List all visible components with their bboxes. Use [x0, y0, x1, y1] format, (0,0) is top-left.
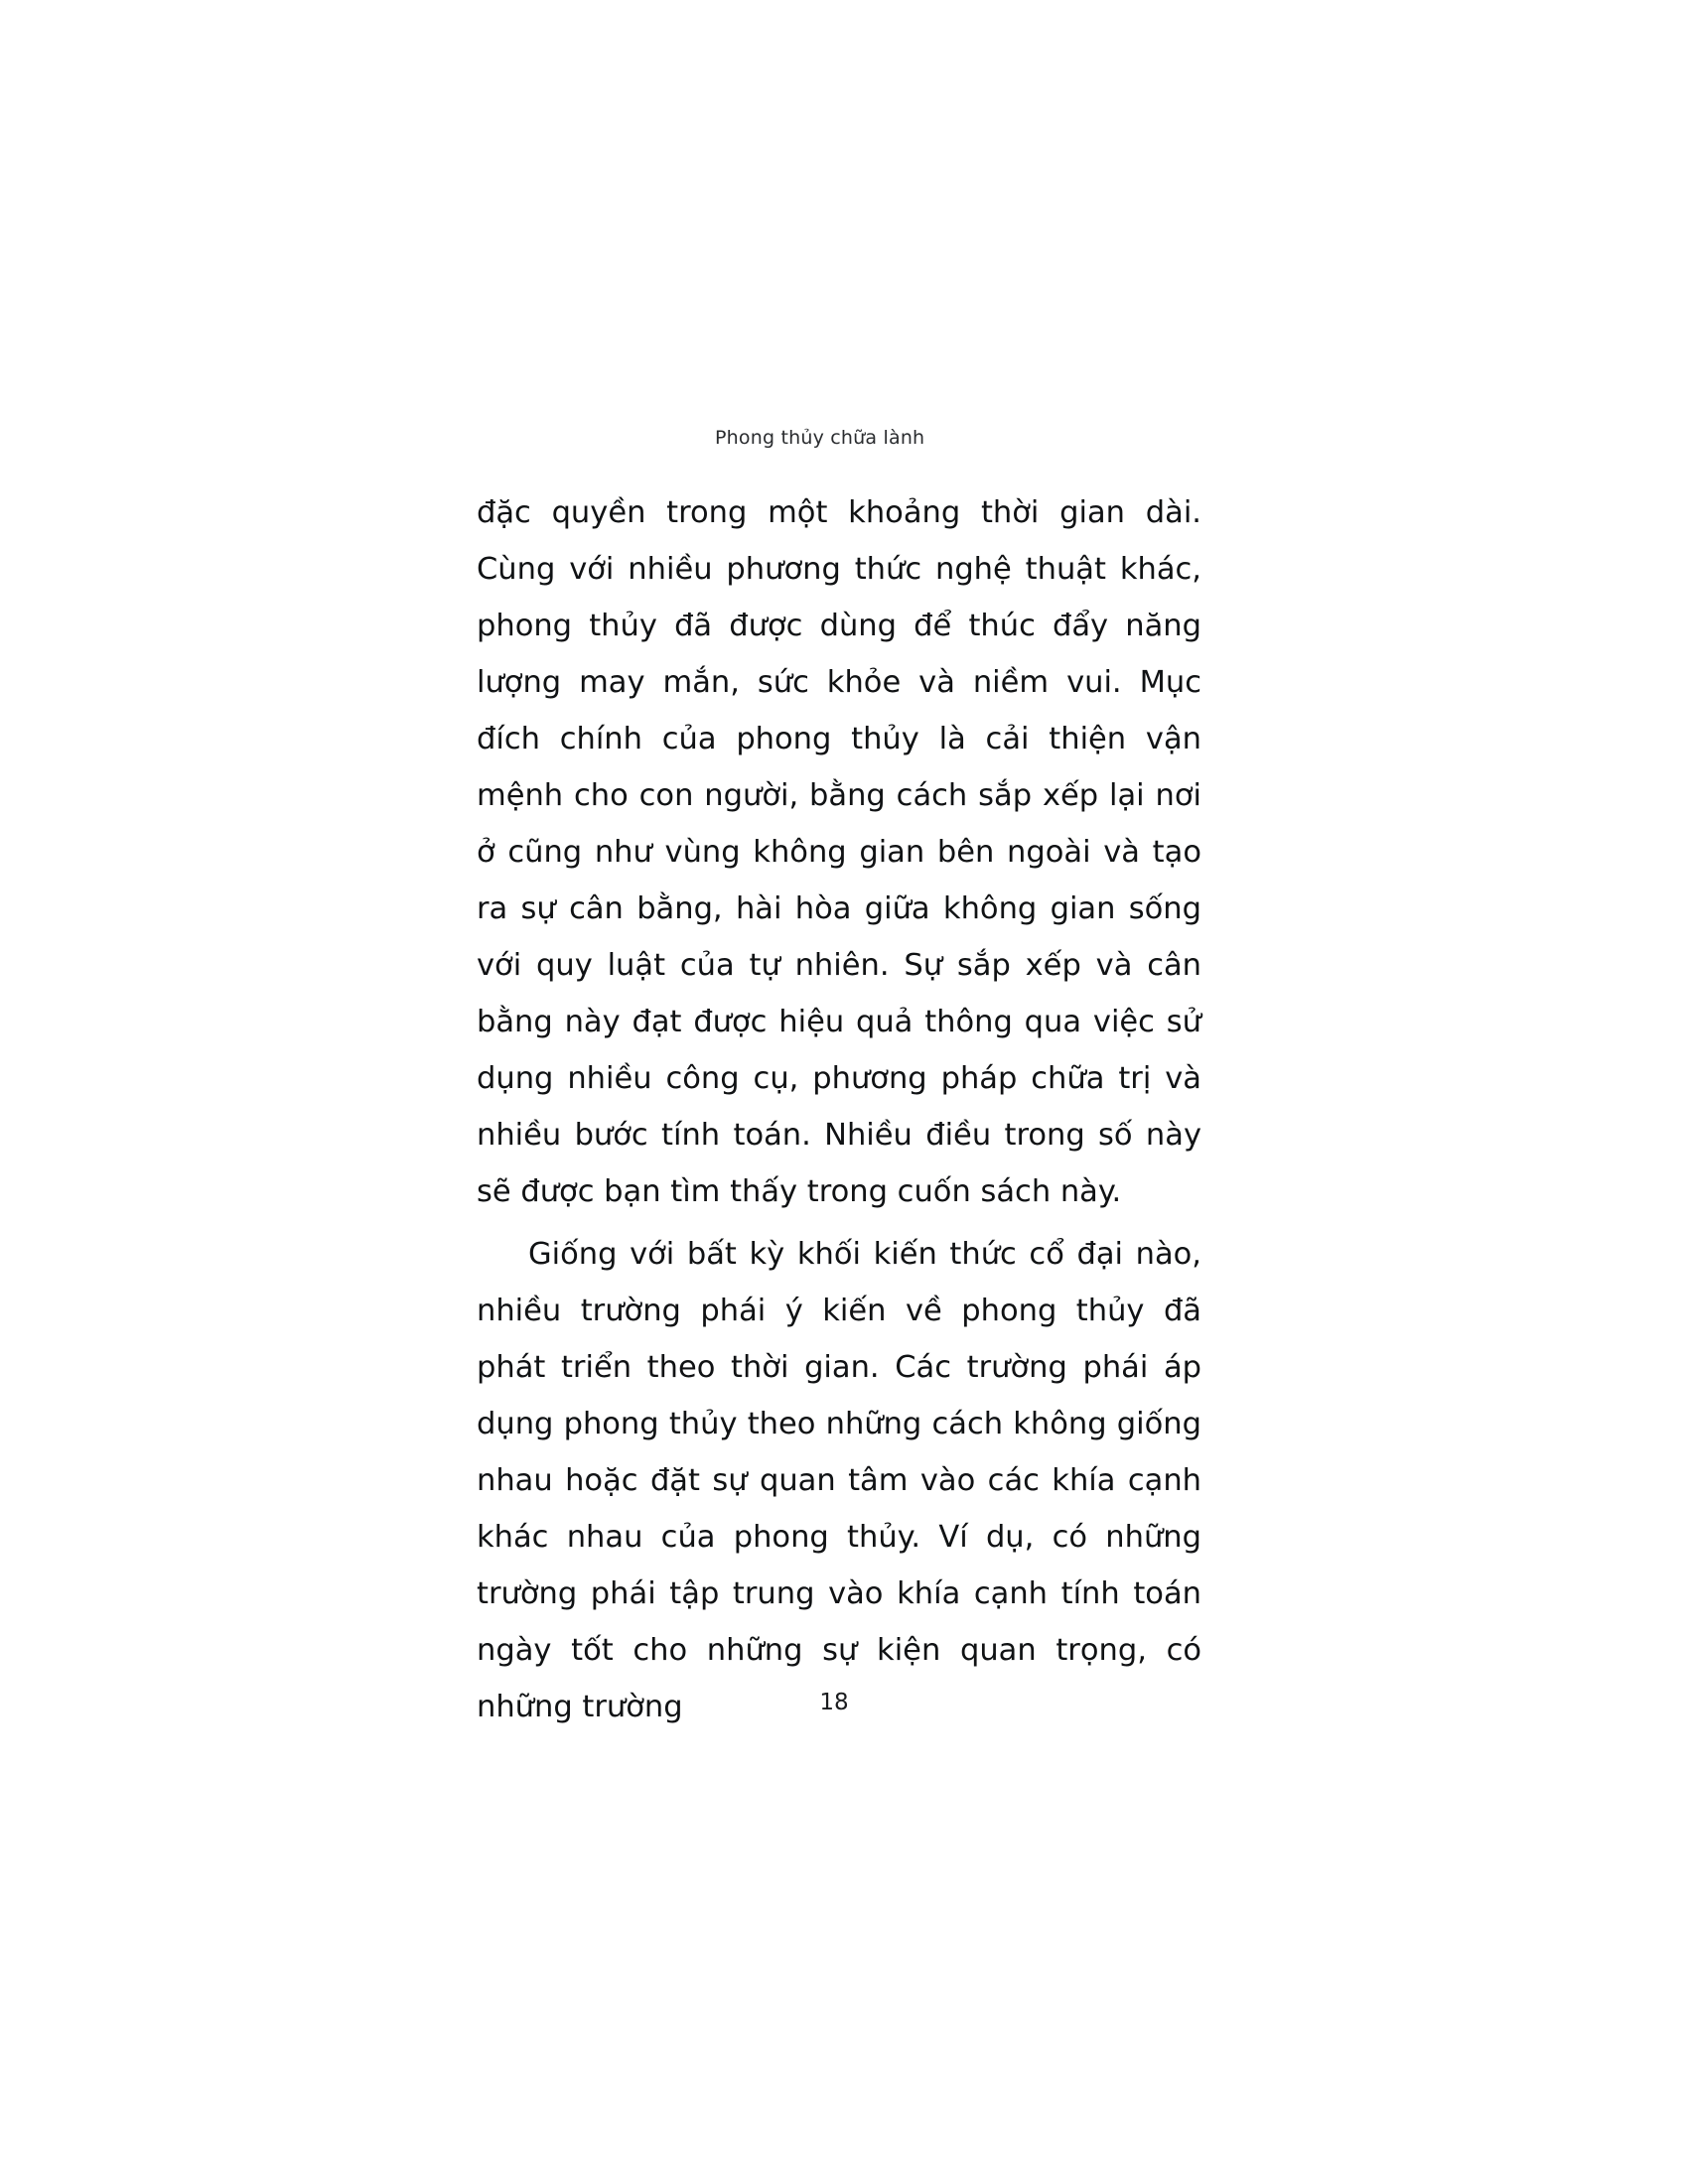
- body-paragraph-2: Giống với bất kỳ khối kiến thức cổ đại nào, nhiều trường phái ý kiến về phong thủy đã phát triển theo thời gian. Các trường phái áp dụng phong thủy theo những cách không giống nhau hoặc đặt sự quan tâm vào các khía cạnh khác nhau của phong thủy. Ví dụ, có những trường phái tập trung vào khía cạnh tính toán ngày tốt cho những sự kiện quan trọng, có những trường: [477, 1237, 1201, 1724]
- body-paragraph-1: đặc quyền trong một khoảng thời gian dài. Cùng với nhiều phương thức nghệ thuật khác, phong thủy đã được dùng để thúc đẩy năng lượng may mắn, sức khỏe và niềm vui. Mục đích chính của phong thủy là cải thiện vận mệnh cho con người, bằng cách sắp xếp lại nơi ở cũng như vùng không gian bên ngoài và tạo ra sự cân bằng, hài hòa giữa không gian sống với quy luật của tự nhiên. Sự sắp xếp và cân bằng này đạt được hiệu quả thông qua việc sử dụng nhiều công cụ, phương pháp chữa trị và nhiều bước tính toán. Nhiều điều trong số này sẽ được bạn tìm thấy trong cuốn sách này.: [477, 495, 1201, 1209]
- text-column: [477, 427, 1201, 1735]
- page-number: 18: [819, 1690, 849, 1715]
- running-head: Phong thủy chữa lành: [715, 427, 925, 449]
- page-folio: [0, 1690, 1688, 1715]
